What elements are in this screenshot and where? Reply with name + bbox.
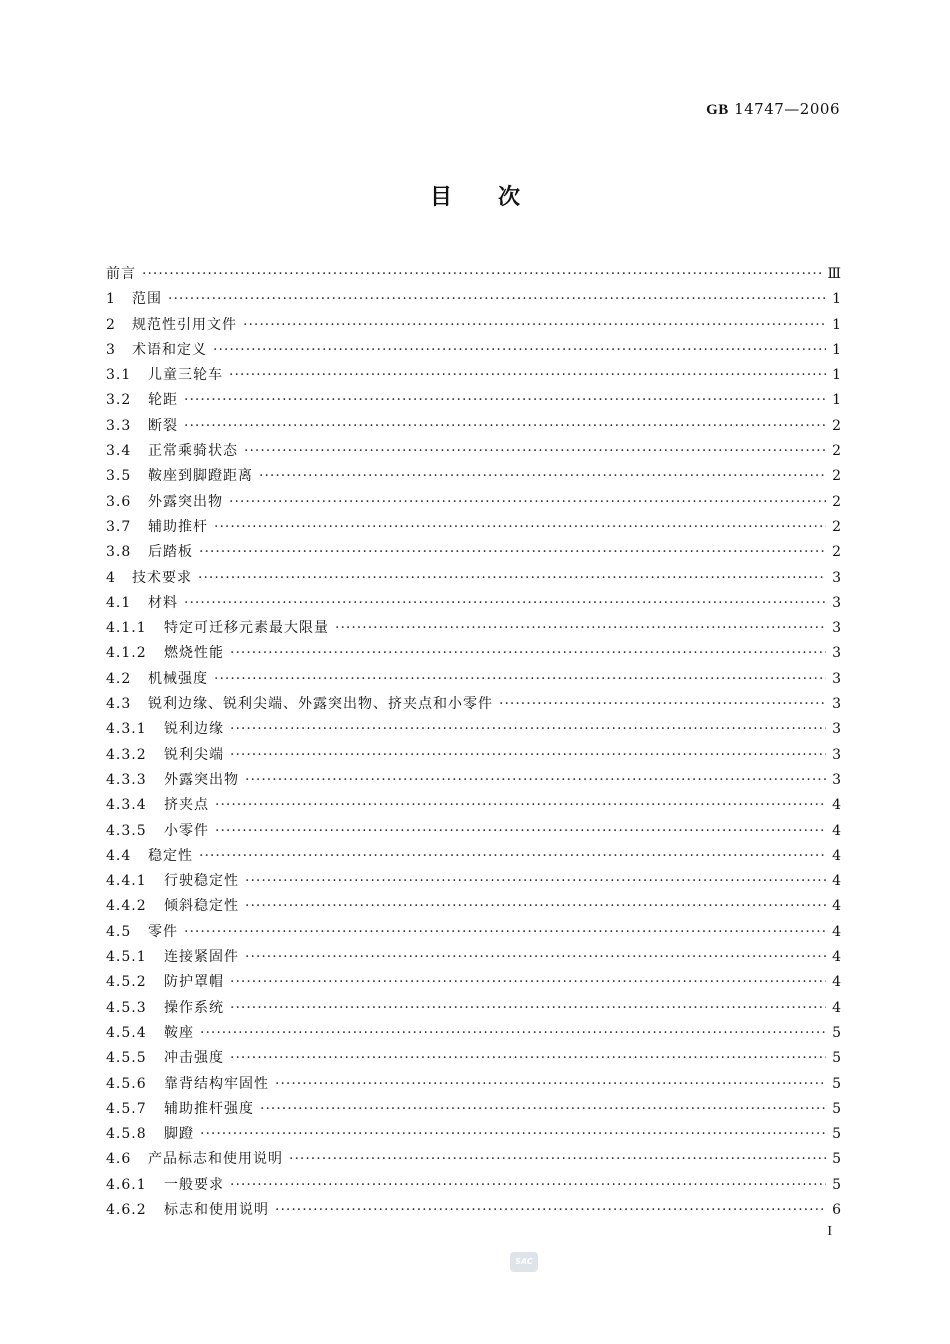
toc-entry[interactable] — [106, 743, 841, 768]
toc-dot-leader — [214, 515, 826, 540]
toc-entry-page: 1 — [832, 291, 841, 308]
toc-entry-page: 1 — [832, 392, 841, 409]
toc-entry-page: 4 — [832, 847, 841, 864]
toc-entry-page: 1 — [832, 341, 841, 358]
toc-entry-page: 4 — [832, 949, 841, 966]
toc-entry-page: 2 — [832, 493, 841, 510]
toc-entry[interactable] — [106, 667, 841, 692]
toc-entry-label: 辅助推杆强度 — [164, 1100, 254, 1117]
toc-entry-label: 脚蹬 — [164, 1126, 194, 1143]
toc-entry-number: 4.5.2 — [106, 974, 147, 991]
toc-entry[interactable] — [106, 692, 841, 717]
toc-entry-label: 后踏板 — [148, 544, 193, 561]
toc-dot-leader — [259, 464, 826, 489]
toc-entry-number: 4.1.2 — [106, 645, 147, 662]
toc-dot-leader — [260, 1097, 826, 1122]
toc-entry[interactable] — [106, 894, 841, 919]
toc-entry-number: 3.4 — [106, 443, 132, 460]
toc-entry[interactable] — [106, 616, 841, 641]
toc-entry[interactable] — [106, 945, 841, 970]
toc-entry-page: 5 — [832, 1126, 841, 1143]
toc-entry[interactable] — [106, 819, 841, 844]
toc-entry-label: 锐利边缘、锐利尖端、外露突出物、挤夹点和小零件 — [148, 696, 493, 713]
toc-dot-leader — [230, 970, 826, 995]
toc-entry[interactable] — [106, 1147, 841, 1172]
toc-entry[interactable] — [106, 1097, 841, 1122]
toc-entry-page: 2 — [832, 417, 841, 434]
toc-entry-label: 前言 — [106, 266, 136, 282]
toc-dot-leader — [289, 1147, 826, 1172]
toc-entry-page: 4 — [832, 923, 841, 940]
toc-entry[interactable] — [106, 970, 841, 995]
standard-number: 14747—2006 — [734, 100, 840, 118]
toc-entry-page: 5 — [832, 1151, 841, 1168]
toc-entry[interactable] — [106, 1173, 841, 1198]
toc-entry[interactable] — [106, 869, 841, 894]
toc-entry-number: 3.3 — [106, 417, 132, 434]
toc-entry-page: 3 — [832, 771, 841, 788]
toc-entry-number: 4.1.1 — [106, 620, 147, 637]
toc-dot-leader — [184, 591, 826, 616]
toc-entry-label: 范围 — [132, 291, 162, 308]
toc-entry-label: 锐利尖端 — [164, 746, 224, 763]
toc-entry-label: 锐利边缘 — [164, 721, 224, 738]
toc-entry-label: 行驶稳定性 — [164, 873, 239, 890]
toc-entry[interactable] — [106, 363, 841, 388]
toc-entry-number: 4.5.3 — [106, 999, 147, 1016]
toc-entry-number: 4.5.6 — [106, 1075, 147, 1092]
toc-dot-leader — [230, 641, 826, 666]
toc-entry-number: 4.2 — [106, 670, 132, 687]
toc-entry-page: 3 — [832, 594, 841, 611]
toc-entry[interactable] — [106, 439, 841, 464]
toc-dot-leader — [230, 996, 826, 1021]
toc-entry-page: 4 — [832, 797, 841, 814]
toc-entry-number: 3.8 — [106, 544, 132, 561]
toc-dot-leader — [499, 692, 826, 717]
toc-entry-page: 2 — [832, 544, 841, 561]
toc-entry-number: 4.5 — [106, 923, 132, 940]
toc-entry-label: 材料 — [148, 594, 178, 611]
toc-entry-label: 儿童三轮车 — [148, 367, 223, 384]
toc-dot-leader — [142, 262, 821, 287]
toc-dot-leader — [275, 1198, 826, 1223]
toc-entry-number: 4.5.5 — [106, 1050, 147, 1067]
toc-entry-label: 外露突出物 — [148, 493, 223, 510]
toc-entry[interactable] — [106, 287, 841, 312]
toc-entry-label: 操作系统 — [164, 999, 224, 1016]
toc-dot-leader — [244, 439, 826, 464]
toc-entry-label: 一般要求 — [164, 1176, 224, 1193]
standard-prefix: GB — [706, 102, 729, 118]
toc-entry[interactable] — [106, 844, 841, 869]
toc-entry[interactable] — [106, 1122, 841, 1147]
toc-entry-page: 5 — [832, 1100, 841, 1117]
toc-entry[interactable] — [106, 540, 841, 565]
toc-dot-leader — [184, 388, 826, 413]
toc-entry-page: 3 — [832, 620, 841, 637]
toc-dot-leader — [245, 945, 826, 970]
toc-entry-page: 4 — [832, 898, 841, 915]
toc-dot-leader — [230, 717, 826, 742]
toc-entry-page: 3 — [832, 696, 841, 713]
toc-dot-leader — [184, 920, 826, 945]
toc-entry-page: 5 — [832, 1050, 841, 1067]
toc-entry-number: 4.4 — [106, 847, 132, 864]
toc-entry-number: 4.4.1 — [106, 873, 147, 890]
toc-entry[interactable] — [106, 996, 841, 1021]
toc-entry-label: 倾斜稳定性 — [164, 898, 239, 915]
toc-entry-number: 4.5.1 — [106, 949, 147, 966]
toc-entry-page: 4 — [832, 999, 841, 1016]
toc-entry-page: 2 — [832, 518, 841, 535]
toc-dot-leader — [335, 616, 826, 641]
toc-entry-page: 3 — [832, 569, 841, 586]
toc-entry-number: 4.5.8 — [106, 1126, 147, 1143]
toc-entry-label: 断裂 — [148, 417, 178, 434]
toc-dot-leader — [214, 667, 826, 692]
toc-entry[interactable] — [106, 641, 841, 666]
toc-entry-label: 外露突出物 — [164, 771, 239, 788]
toc-entry-number: 4.3.4 — [106, 797, 147, 814]
standard-code — [706, 100, 840, 119]
toc-entry-page: 5 — [832, 1075, 841, 1092]
toc-dot-leader — [215, 819, 826, 844]
toc-entry[interactable] — [106, 793, 841, 818]
toc-entry[interactable] — [106, 490, 841, 515]
toc-entry[interactable] — [106, 414, 841, 439]
toc-entry[interactable] — [106, 717, 841, 742]
toc-entry-number: 2 — [106, 316, 116, 333]
toc-dot-leader — [198, 566, 826, 591]
page-title: 目次 — [429, 185, 566, 210]
toc-entry-number: 3.5 — [106, 468, 132, 485]
toc-entry-number: 1 — [106, 291, 116, 308]
toc-dot-leader — [200, 1122, 826, 1147]
toc-entry-number: 4.1 — [106, 594, 132, 611]
toc-entry-page: 3 — [832, 721, 841, 738]
toc-entry[interactable] — [106, 591, 841, 616]
toc-entry-label: 规范性引用文件 — [132, 316, 237, 333]
toc-entry-number: 4.3.1 — [106, 721, 147, 738]
toc-entry-label: 连接紧固件 — [164, 949, 239, 966]
toc-dot-leader — [200, 1021, 826, 1046]
toc-dot-leader — [230, 1173, 826, 1198]
toc-entry[interactable] — [106, 464, 841, 489]
toc-dot-leader — [199, 540, 826, 565]
page-number: I — [827, 1224, 832, 1239]
toc-entry-label: 防护罩帽 — [164, 974, 224, 991]
toc-dot-leader — [215, 793, 826, 818]
table-of-contents — [106, 262, 841, 1223]
toc-dot-leader — [230, 1046, 826, 1071]
toc-entry[interactable] — [106, 1046, 841, 1071]
toc-entry-label: 挤夹点 — [164, 797, 209, 814]
toc-entry-label: 零件 — [148, 923, 178, 940]
toc-entry-page: 4 — [832, 873, 841, 890]
toc-entry-label: 燃烧性能 — [164, 645, 224, 662]
toc-dot-leader — [168, 287, 826, 312]
toc-entry[interactable] — [106, 1072, 841, 1097]
toc-entry-label: 机械强度 — [148, 670, 208, 687]
toc-entry-number: 4.6.1 — [106, 1176, 147, 1193]
toc-entry-page: 5 — [832, 1176, 841, 1193]
toc-dot-leader — [213, 338, 826, 363]
toc-entry-page: 2 — [832, 443, 841, 460]
toc-entry[interactable] — [106, 313, 841, 338]
toc-dot-leader — [245, 894, 826, 919]
toc-entry-number: 4.5.4 — [106, 1024, 147, 1041]
toc-dot-leader — [243, 313, 826, 338]
toc-dot-leader — [230, 743, 826, 768]
toc-entry-page: 4 — [832, 822, 841, 839]
toc-entry-page: 6 — [832, 1201, 841, 1218]
toc-entry[interactable] — [106, 768, 841, 793]
toc-entry[interactable] — [106, 1198, 841, 1223]
toc-entry[interactable] — [106, 1021, 841, 1046]
toc-entry-number: 4 — [106, 569, 116, 586]
toc-entry-page: 5 — [832, 1024, 841, 1041]
toc-entry-number: 3.7 — [106, 518, 132, 535]
toc-entry-label: 辅助推杆 — [148, 518, 208, 535]
toc-entry-page: 3 — [832, 746, 841, 763]
toc-entry[interactable] — [106, 566, 841, 591]
toc-entry-label: 标志和使用说明 — [164, 1201, 269, 1218]
toc-entry-number: 3.6 — [106, 493, 132, 510]
toc-dot-leader — [275, 1072, 826, 1097]
toc-entry-label: 术语和定义 — [132, 341, 207, 358]
toc-entry-number: 3 — [106, 341, 116, 358]
toc-entry-label: 正常乘骑状态 — [148, 443, 238, 460]
toc-entry-number: 4.4.2 — [106, 898, 147, 915]
toc-dot-leader — [184, 414, 826, 439]
toc-entry-number: 4.3.5 — [106, 822, 147, 839]
toc-entry-page: 1 — [832, 367, 841, 384]
toc-entry-label: 技术要求 — [132, 569, 192, 586]
toc-entry-label: 特定可迁移元素最大限量 — [164, 620, 329, 637]
toc-entry-label: 冲击强度 — [164, 1050, 224, 1067]
toc-entry-number: 4.3 — [106, 696, 132, 713]
toc-entry-page: Ⅲ — [827, 266, 841, 282]
toc-dot-leader — [229, 490, 826, 515]
toc-entry-page: 2 — [832, 468, 841, 485]
toc-entry-label: 轮距 — [148, 392, 178, 409]
toc-entry[interactable] — [106, 262, 841, 287]
toc-entry-number: 4.3.3 — [106, 771, 147, 788]
toc-entry-label: 产品标志和使用说明 — [148, 1151, 283, 1168]
toc-entry-page: 4 — [832, 974, 841, 991]
toc-entry-number: 3.1 — [106, 367, 132, 384]
toc-entry-label: 鞍座 — [164, 1024, 194, 1041]
toc-entry-label: 靠背结构牢固性 — [164, 1075, 269, 1092]
toc-entry-number: 4.3.2 — [106, 746, 147, 763]
toc-entry[interactable] — [106, 515, 841, 540]
toc-entry-label: 稳定性 — [148, 847, 193, 864]
toc-entry-page: 3 — [832, 645, 841, 662]
toc-entry-page: 3 — [832, 670, 841, 687]
toc-entry[interactable] — [106, 388, 841, 413]
toc-entry-page: 1 — [832, 316, 841, 333]
sac-watermark-logo: SAC — [510, 1252, 538, 1272]
toc-entry-label: 小零件 — [164, 822, 209, 839]
toc-entry-number: 3.2 — [106, 392, 132, 409]
toc-dot-leader — [245, 869, 826, 894]
toc-entry-number: 4.6.2 — [106, 1201, 147, 1218]
toc-entry[interactable] — [106, 920, 841, 945]
toc-dot-leader — [229, 363, 826, 388]
toc-entry-number: 4.5.7 — [106, 1100, 147, 1117]
toc-entry-label: 鞍座到脚蹬距离 — [148, 468, 253, 485]
toc-dot-leader — [245, 768, 826, 793]
toc-dot-leader — [199, 844, 826, 869]
toc-entry-number: 4.6 — [106, 1151, 132, 1168]
toc-entry[interactable] — [106, 338, 841, 363]
